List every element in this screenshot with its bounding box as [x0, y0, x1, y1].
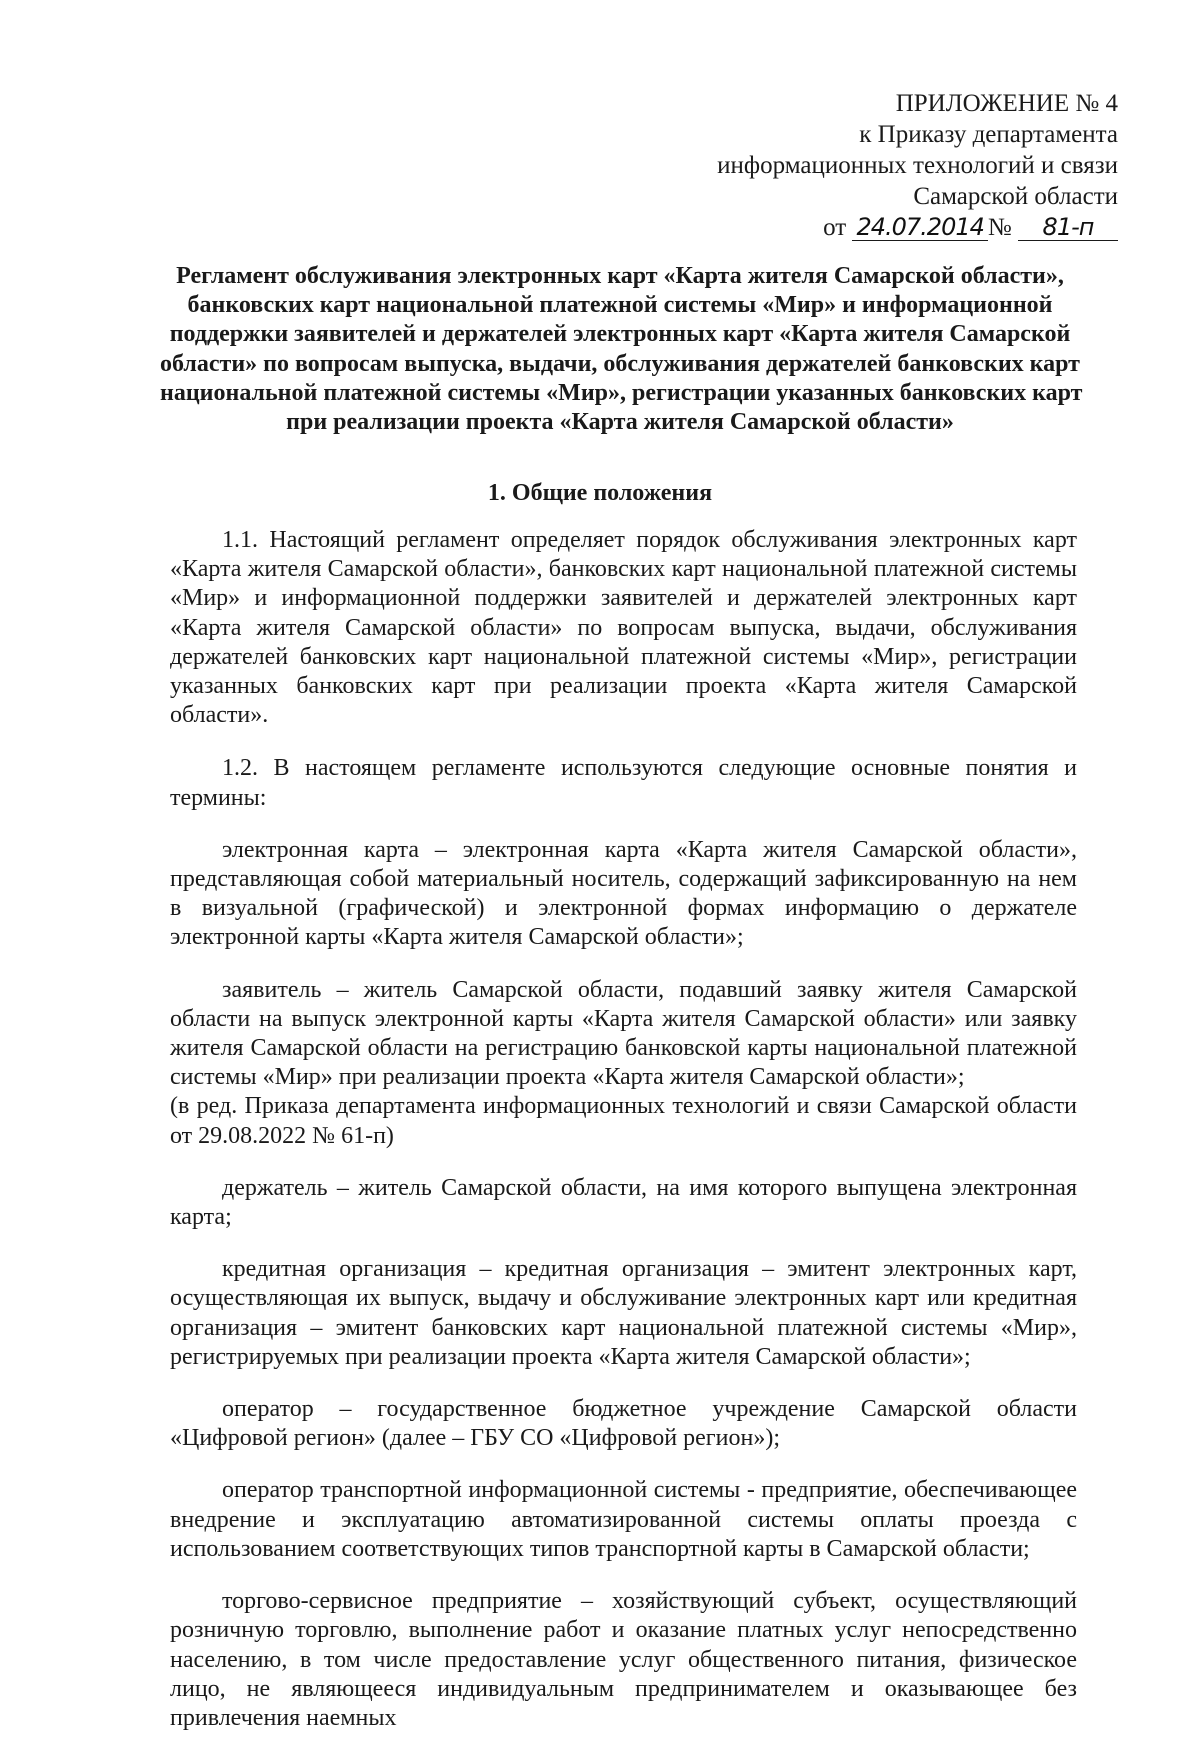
number-prefix: № — [987, 214, 1012, 241]
title-line: области» по вопросам выпуска, выдачи, обслуживания держателей банковских карт — [160, 350, 1080, 377]
paragraph-1-2: 1.2. В настоящем регламенте используются следующие основные понятия и термины: — [170, 755, 1077, 811]
definition-applicant: заявитель – житель Самарской области, подавший заявку жителя Самарской области на выпуск электронной карты «Карта жителя Самарской области» или заявку жителя Самарской области на регистрацию банковской карты национальной платежной системы «Мир» при реализации проекта «Карта жителя Самарской области»; — [170, 976, 1077, 1091]
appendix-department: информационных технологий и связи — [717, 152, 1118, 179]
appendix-order-ref: к Приказу департамента — [859, 121, 1118, 148]
title-line: при реализации проекта «Карта жителя Самарской области» — [286, 409, 954, 436]
definition-electronic-card: электронная карта – электронная карта «Карта жителя Самарской области», представляющая собой материальный носитель, содержащий зафиксированную на нем в визуальной (графической) и электронной формах информацию о держателе электронной карты «Карта жителя Самарской области»; — [170, 836, 1077, 951]
order-date-number — [658, 212, 1118, 243]
definition-operator: оператор – государственное бюджетное учреждение Самарской области «Цифровой регион» (далее – ГБУ СО «Цифровой регион»); — [170, 1396, 1077, 1452]
document-title — [160, 262, 1083, 437]
section-heading: 1. Общие положения — [487, 480, 713, 506]
definition-holder: держатель – житель Самарской области, на имя которого выпущена электронная карта; — [170, 1174, 1077, 1231]
paragraph-1-1: 1.1. Настоящий регламент определяет порядок обслуживания электронных карт «Карта жителя Самарской области», банковских карт национальной платежной системы «Мир» и информационной поддержки заявителей и держателей электронных карт «Карта жителя Самарской области» по вопросам выпуска, выдачи, обслуживания держателей банковских карт национальной платежной системы «Мир», регистрации указанных банковских карт при реализации проекта «Карта жителя Самарской области». — [170, 527, 1077, 729]
date-prefix: от — [823, 214, 847, 241]
appendix-header — [658, 88, 1118, 243]
title-line: национальной платежной системы «Мир», регистрации указанных банковских карт — [160, 379, 1083, 406]
amendment-note: (в ред. Приказа департамента информационных технологий и связи Самарской области от 29.08.2022 № 61-п) — [170, 1093, 1077, 1149]
handwritten-number: 81-п — [1018, 214, 1118, 241]
appendix-label: ПРИЛОЖЕНИЕ № 4 — [895, 90, 1118, 117]
title-line: Регламент обслуживания электронных карт «Карта жителя Самарской области», — [176, 263, 1064, 289]
handwritten-date: 24.07.2014 — [852, 214, 987, 241]
document-body — [170, 526, 1077, 1756]
title-line: банковских карт национальной платежной системы «Мир» и информационной — [187, 292, 1053, 319]
title-line: поддержки заявителей и держателей электронных карт «Карта жителя Самарской — [169, 321, 1071, 348]
definition-transport-operator: оператор транспортной информационной системы - предприятие, обеспечивающее внедрение и эксплуатацию автоматизированной системы оплаты проезда с использованием соответствующих типов транспортной карты в Самарской области; — [170, 1477, 1077, 1562]
definition-credit-organization: кредитная организация – кредитная организация – эмитент электронных карт, осуществляющая их выпуск, выдачу и обслуживание электронных карт или кредитная организация – эмитент банковских карт национальной платежной системы «Мир», регистрируемых при реализации проекта «Карта жителя Самарской области»; — [170, 1256, 1077, 1370]
appendix-region: Самарской области — [913, 183, 1118, 210]
definition-trade-service-enterprise: торгово-сервисное предприятие – хозяйствующий субъект, осуществляющий розничную торговлю, выполнение работ и оказание платных услуг непосредственно населению, в том числе предоставление услуг общественного питания, физическое лицо, не являющееся индивидуальным предпринимателем и оказывающее без привлечения наемных — [170, 1588, 1077, 1731]
